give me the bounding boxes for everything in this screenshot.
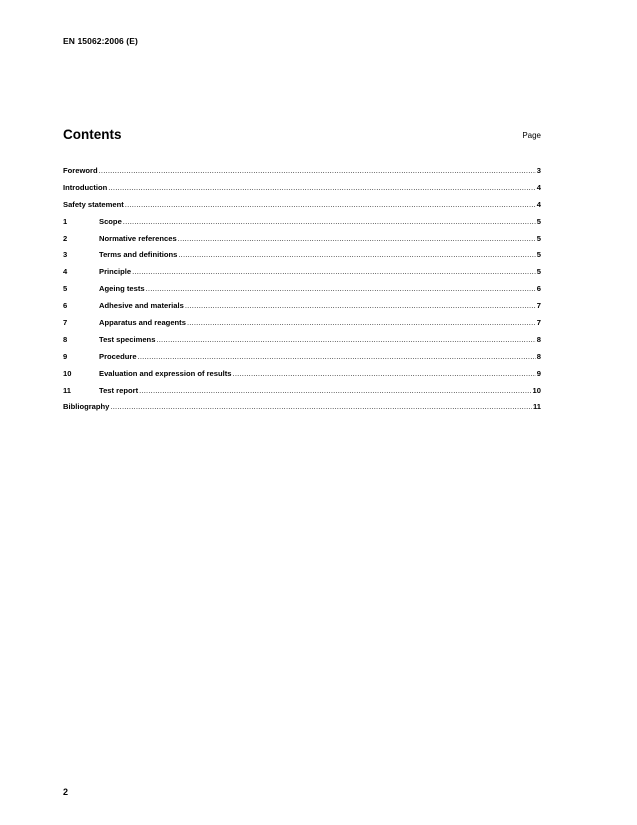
toc-entry[interactable] [63, 300, 541, 317]
toc-dot-leader [178, 233, 536, 245]
toc-entry[interactable] [63, 351, 541, 368]
toc-entry-title: Scope [99, 216, 122, 226]
toc-entry[interactable] [63, 317, 541, 334]
toc-dot-leader [178, 249, 535, 261]
toc-entry-page: 5 [536, 267, 541, 277]
toc-entry[interactable] [63, 385, 541, 402]
toc-entry-page: 7 [536, 318, 541, 328]
toc-entry-page: 11 [532, 402, 541, 412]
table-of-contents [63, 165, 541, 418]
toc-dot-leader [187, 317, 536, 329]
toc-dot-leader [108, 182, 535, 194]
page-column-label: Page [522, 131, 541, 140]
toc-entry-page: 9 [536, 368, 541, 378]
toc-entry-title: Foreword [63, 166, 98, 175]
toc-entry-page: 10 [532, 385, 541, 395]
page-number: 2 [63, 787, 69, 797]
toc-entry-title: Apparatus and reagents [99, 318, 186, 328]
toc-entry-page: 7 [536, 301, 541, 311]
toc-entry[interactable] [63, 233, 541, 250]
toc-dot-leader [125, 199, 536, 211]
toc-entry-page: 8 [536, 351, 541, 361]
toc-dot-leader [146, 283, 536, 295]
toc-entry-page: 6 [536, 284, 541, 294]
toc-entry-number: 1 [63, 216, 68, 226]
toc-entry-page: 5 [536, 233, 541, 243]
toc-entry-title: Adhesive and materials [99, 301, 184, 311]
contents-heading: Contents [63, 127, 122, 142]
toc-entry[interactable] [63, 216, 541, 233]
toc-entry-number: 6 [63, 301, 68, 311]
toc-entry-title: Test specimens [99, 334, 156, 344]
toc-dot-leader [132, 266, 536, 278]
toc-entry-title: Procedure [99, 351, 137, 361]
toc-entry-title: Test report [99, 385, 139, 395]
toc-entry-page: 5 [536, 250, 541, 260]
toc-entry-title: Bibliography [63, 402, 110, 412]
toc-dot-leader [139, 385, 531, 397]
toc-entry[interactable] [63, 334, 541, 351]
toc-entry[interactable] [63, 182, 541, 199]
toc-entry[interactable] [63, 165, 541, 182]
toc-entry[interactable] [63, 249, 541, 266]
toc-entry-page: 3 [536, 166, 541, 175]
document-header: EN 15062:2006 (E) [63, 36, 138, 46]
toc-entry-number: 2 [63, 233, 68, 243]
toc-entry-page: 5 [536, 216, 541, 226]
toc-entry[interactable] [63, 283, 541, 300]
toc-entry-number: 3 [63, 250, 68, 260]
toc-dot-leader [110, 401, 532, 413]
toc-entry-number: 7 [63, 318, 68, 328]
toc-entry[interactable] [63, 368, 541, 385]
toc-entry-title: Terms and definitions [99, 250, 178, 260]
toc-entry-number: 9 [63, 351, 68, 361]
toc-entry-number: 11 [63, 385, 72, 395]
toc-dot-leader [185, 300, 536, 312]
toc-entry-page: 4 [536, 182, 541, 192]
toc-dot-leader [123, 216, 536, 228]
toc-entry-number: 10 [63, 368, 72, 378]
toc-dot-leader [156, 334, 535, 346]
toc-dot-leader [233, 368, 536, 380]
toc-entry-number: 4 [63, 267, 68, 277]
toc-entry-page: 4 [536, 199, 541, 209]
toc-dot-leader [99, 165, 536, 177]
toc-dot-leader [138, 351, 536, 363]
toc-entry[interactable] [63, 401, 541, 418]
toc-entry-title: Introduction [63, 182, 108, 192]
toc-entry-title: Evaluation and expression of results [99, 368, 232, 378]
toc-entry[interactable] [63, 199, 541, 216]
toc-entry-page: 8 [536, 334, 541, 344]
toc-entry-title: Principle [99, 267, 132, 277]
toc-entry-title: Safety statement [63, 199, 124, 209]
toc-entry-title: Normative references [99, 233, 177, 243]
toc-entry-title: Ageing tests [99, 284, 145, 294]
toc-entry-number: 5 [63, 284, 68, 294]
toc-entry[interactable] [63, 266, 541, 283]
toc-entry-number: 8 [63, 334, 68, 344]
